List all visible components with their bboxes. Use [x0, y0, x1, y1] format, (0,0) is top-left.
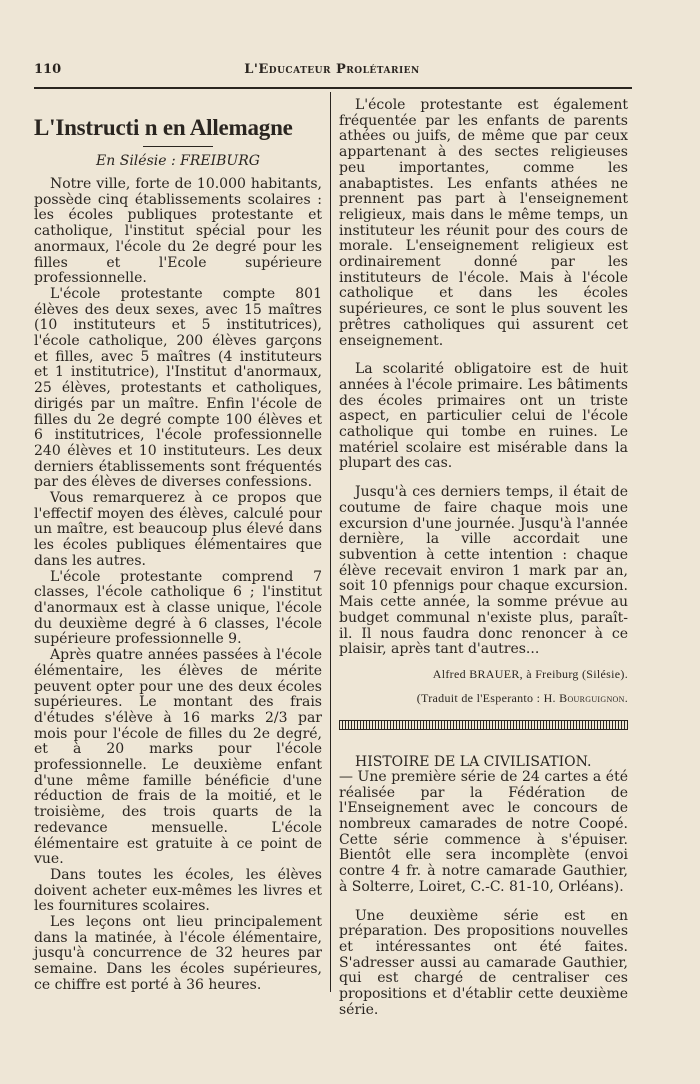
translator-name: Bourguignon.: [559, 690, 628, 705]
article-paragraph: Vous remarquerez à ce propos que l'effectif moyen des élèves, calculé pour un maître, est beaucoup plus élevé dans les écoles publiques élémentaires que dans les autres.: [34, 490, 322, 569]
article-paragraph: Notre ville, forte de 10.000 habitants, possède cinq établissements scolaires : les écoles publiques protestante et catholique, l'institut spécial pour les anormaux, l'école du 2e degré pour les filles et l'Ecole supérieure professionnelle.: [34, 176, 322, 287]
page-number: 110: [34, 62, 62, 77]
translation-credit: [339, 691, 628, 706]
title-rule: [143, 146, 213, 147]
ornamental-divider: [339, 720, 628, 730]
left-column: [34, 98, 322, 994]
article-paragraph: L'école protestante comprend 7 classes, l'école catholique 6 ; l'institut d'anormaux est à classe unique, l'école du deuxième degré à 6 classes, l'école supérieure professionnelle 9.: [34, 568, 322, 648]
article-paragraph: La scolarité obligatoire est de huit années à l'école primaire. Les bâtiments des écoles primaires ont un triste aspect, en particulier celui de l'école catholique qui tombe en ruines. Le matériel scolaire est misérable dans la plupart des cas.: [339, 361, 628, 472]
column-divider: [330, 92, 331, 992]
article-paragraph: L'école protestante compte 801 élèves des deux sexes, avec 15 maîtres (10 instituteurs et 5 institutrices), l'école catholique, 200 élèves garçons et filles, avec 5 maîtres (4 instituteurs et 1 institutrice), l'Institut d'anormaux, 25 élèves, protestants et catholiques, dirigés par un maître. Enfin l'école de filles du 2e degré compte 100 élèves et 6 institutrices, l'école professionnelle 240 élèves et 10 instituteurs. Les deux derniers établissements sont fréquentés par des élèves de diverses confessions.: [34, 285, 322, 491]
translation-prefix: (Traduit de l'Esperanto : H.: [416, 690, 556, 705]
article-paragraph: L'école protestante est également fréquentée par les enfants de parents athées ou juifs, de même que par ceux appartenant à des sectes religieuses peu importantes, comme les anabaptistes. Les enfants athées ne prennent pas part à l'enseignement religieux, mais dans le même temps, un instituteur les réunit pour des cours de morale. L'enseignement religieux est ordinairement donné par les instituteurs de l'école. Mais à l'école catholique et dans les écoles supérieures, ce sont le plus souvent les prêtres catholiques qui assurent cet enseignement.: [339, 97, 628, 349]
article-subtitle: En Silésie : FREIBURG: [96, 153, 260, 169]
article-signature: Alfred BRAUER, à Freiburg (Silésie).: [432, 666, 628, 681]
page-header: [34, 62, 630, 84]
article-paragraph: Dans toutes les écoles, les élèves doivent acheter eux-mêmes les livres et les fournitures scolaires.: [34, 866, 322, 915]
right-column: [339, 98, 628, 1018]
notice-heading: HISTOIRE DE LA CIVILISATION.: [355, 753, 592, 770]
article-paragraph: Après quatre années passées à l'école élémentaire, les élèves de mérite peuvent opter pour une des deux écoles supérieures. Le montant des frais d'études s'élève à 16 marks 2/3 par mois pour l'école de filles du 2e degré, et à 20 marks pour l'école professionnelle. Le deuxième enfant d'une même famille bénéficie d'une réduction de frais de la moitié, et le troisième, des trois quarts de la redevance mensuelle. L'école élémentaire est gratuite à ce point de vue.: [34, 647, 322, 868]
paragraph-gap: [339, 896, 628, 909]
journal-title: [34, 62, 630, 77]
article-paragraph: Les leçons ont lieu principalement dans la matinée, à l'école élémentaire, jusqu'à concurrence de 32 heures par semaine. Dans les écoles supérieures, ce chiffre est porté à 36 heures.: [34, 914, 322, 993]
article-paragraph: Jusqu'à ces derniers temps, il était de coutume de faire chaque mois une excursion d'une journée. Jusqu'à l'année dernière, la ville accordait une subvention à cette intention : chaque élève recevait environ 1 mark par an, soit 10 pfennigs pour chaque excursion. Mais cette année, la somme prévue au budget communal n'existe plus, paraît-il. Il nous faudra donc renoncer à ce plaisir, après tant d'autres...: [339, 484, 628, 658]
header-rule: [34, 87, 632, 89]
journal-title-text: L'Educateur Prolétarien: [244, 62, 420, 77]
notice-paragraph: — Une première série de 24 cartes a été réalisée par la Fédération de l'Enseignement avec le concours de nombreux camarades de notre Coopé. Cette série commence à s'épuiser. Bientôt elle sera incomplète (envoi contre 4 fr. à notre camarade Gauthier, à Solterre, Loiret, C.-C. 81-10, Orléans).: [339, 768, 628, 895]
notice-paragraph: Une deuxième série est en préparation. Des propositions nouvelles et intéressantes ont été faites. S'adresser aussi au camarade Gauthier, qui est chargé de centraliser ces propositions et d'établir cette deuxième série.: [339, 907, 628, 1018]
article-title: L'Instructi n en Allemagne: [34, 115, 293, 140]
